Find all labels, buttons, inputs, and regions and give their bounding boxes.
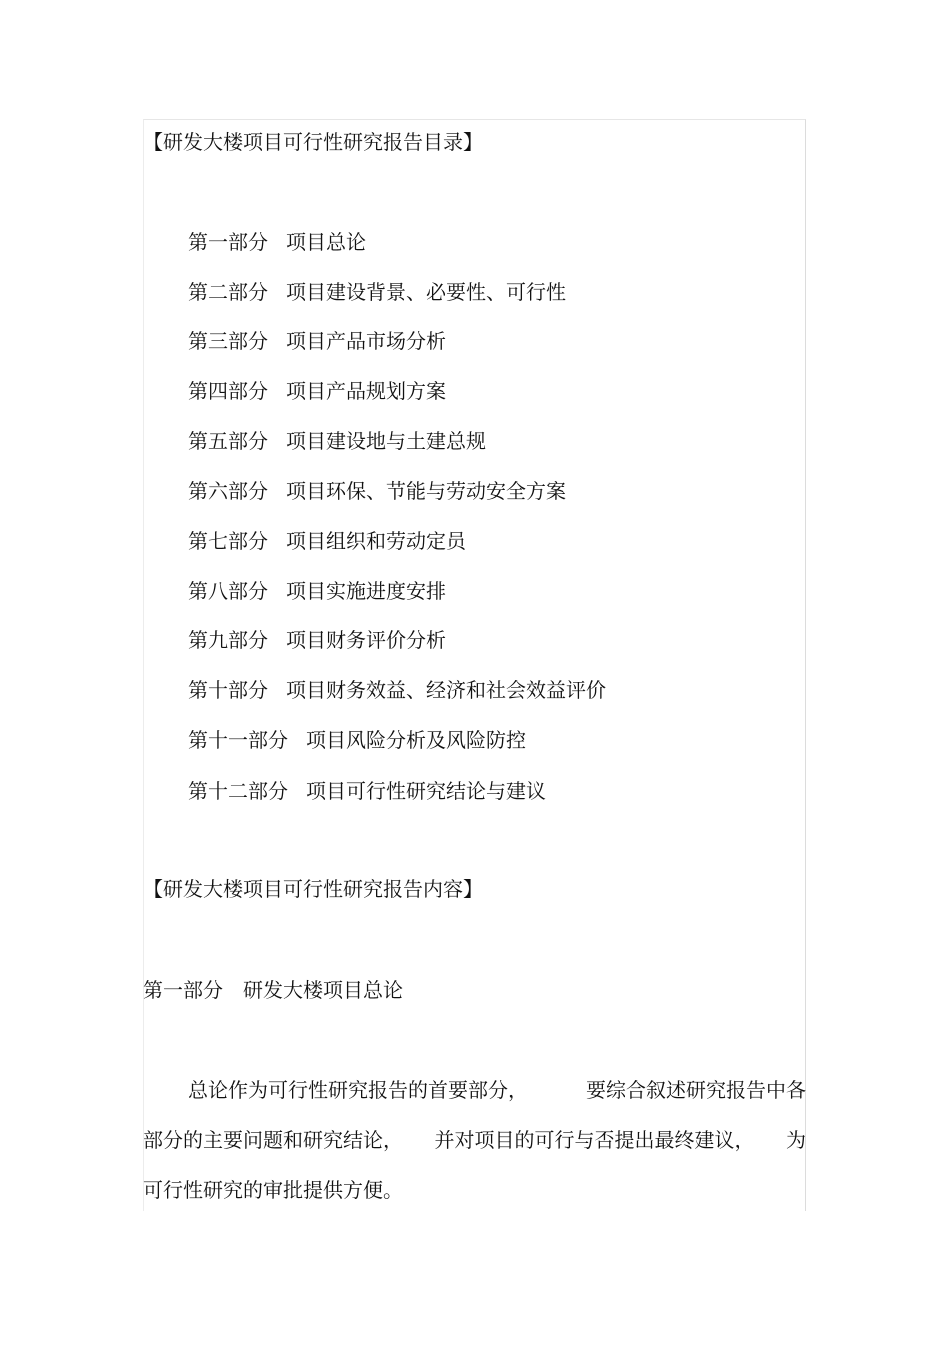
toc-title: 项目产品市场分析 [286, 329, 446, 353]
toc-title: 项目总论 [286, 230, 366, 254]
toc-item [188, 378, 446, 404]
paragraph-text: 并对项目的可行与否提出最终建议， [434, 1128, 755, 1152]
paragraph-text: 总论作为可行性研究报告的首要部分， [188, 1078, 528, 1102]
toc-part: 第四部分 [188, 379, 268, 403]
toc-title: 项目财务评价分析 [286, 628, 446, 652]
toc-item [188, 279, 566, 305]
toc-part: 第九部分 [188, 628, 268, 652]
toc-title: 项目风险分析及风险防控 [306, 728, 526, 752]
toc-part: 第二部分 [188, 280, 268, 304]
toc-item [188, 528, 466, 554]
toc-part: 第十部分 [188, 678, 268, 702]
toc-part: 第六部分 [188, 479, 268, 503]
toc-item [188, 478, 566, 504]
toc-part: 第八部分 [188, 579, 268, 603]
toc-item [188, 727, 526, 753]
toc-item [188, 677, 606, 703]
paragraph-line [188, 1077, 806, 1103]
toc-part: 第三部分 [188, 329, 268, 353]
paragraph-text: 要综合叙述研究报告中各 [586, 1078, 806, 1102]
toc-title: 项目环保、节能与劳动安全方案 [286, 479, 566, 503]
toc-item [188, 328, 446, 354]
toc-title: 项目产品规划方案 [286, 379, 446, 403]
toc-part: 第一部分 [188, 230, 268, 254]
toc-title: 项目组织和劳动定员 [286, 529, 466, 553]
toc-title: 项目实施进度安排 [286, 579, 446, 603]
toc-heading: 【研发大楼项目可行性研究报告目录】 [143, 130, 483, 154]
toc-part: 第五部分 [188, 429, 268, 453]
toc-title: 项目建设背景、必要性、可行性 [286, 280, 566, 304]
toc-part: 第十二部分 [188, 779, 288, 803]
paragraph-text: 为 [786, 1128, 806, 1152]
paragraph-line: 可行性研究的审批提供方便。 [143, 1178, 403, 1202]
toc-title: 项目建设地与土建总规 [286, 429, 486, 453]
toc-item [188, 229, 366, 255]
toc-title: 项目可行性研究结论与建议 [306, 779, 546, 803]
content-heading: 【研发大楼项目可行性研究报告内容】 [143, 877, 483, 901]
paragraph-line [143, 1127, 806, 1153]
toc-item [188, 778, 546, 804]
paragraph-text: 部分的主要问题和研究结论， [143, 1128, 403, 1152]
toc-item [188, 578, 446, 604]
toc-title: 项目财务效益、经济和社会效益评价 [286, 678, 606, 702]
section-heading: 第一部分 研发大楼项目总论 [143, 978, 403, 1002]
toc-part: 第七部分 [188, 529, 268, 553]
toc-item [188, 627, 446, 653]
toc-part: 第十一部分 [188, 728, 288, 752]
toc-item [188, 428, 486, 454]
